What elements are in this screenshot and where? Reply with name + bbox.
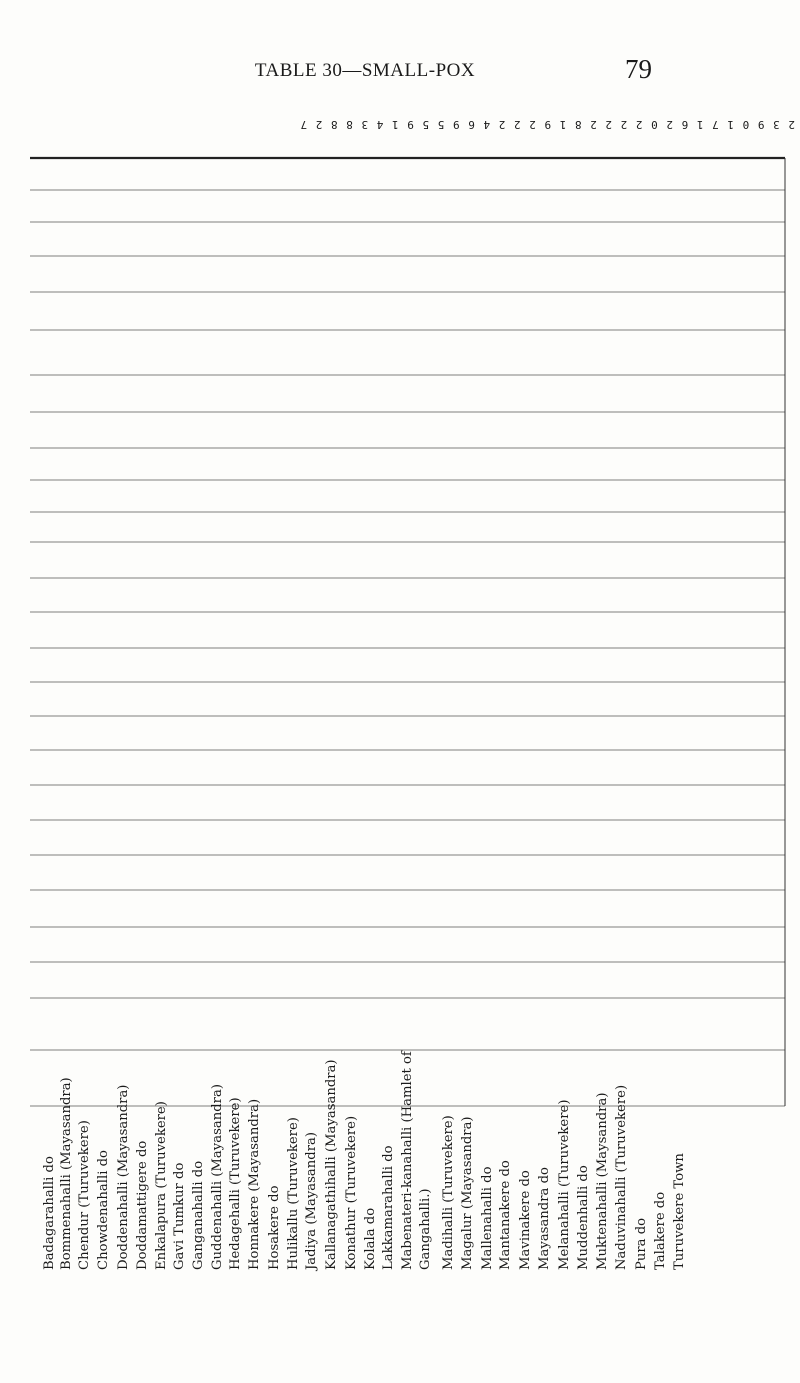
locality-label: Kolala do [363, 1207, 378, 1270]
locality-label: Magalur (Mayasandra) [460, 1116, 475, 1270]
locality-label: Mabenateri-kanahalli (Hamlet of [400, 1051, 415, 1270]
locality-label: Gavi Tumkur do [172, 1162, 187, 1270]
locality-label: Hulikallu (Turuvekere) [286, 1117, 301, 1270]
locality-label: Enkalapura (Turuvekere) [154, 1101, 169, 1270]
locality-label: Mayasandra do [537, 1167, 552, 1270]
locality-label: Mallenahalli do [480, 1166, 495, 1270]
locality-label: Mantanakere do [498, 1160, 513, 1270]
locality-label: Hedagehalli (Turuvekere) [228, 1097, 243, 1270]
locality-label: Chowdenahalli do [96, 1150, 111, 1270]
locality-label: Chendur (Turuvekere) [77, 1120, 92, 1270]
locality-label: Turuvekere Town [672, 1153, 687, 1270]
locality-label: Guddenahalli (Mayasandra) [210, 1084, 225, 1270]
locality-label: Jadiya (Mayasandra) [304, 1131, 319, 1270]
locality-label: Hosakere do [267, 1185, 282, 1270]
locality-label: Gangahalli.) [418, 1188, 433, 1270]
locality-label: Melanahalli (Turuvekere) [557, 1099, 572, 1270]
locality-label: Lakkamarahalli do [381, 1145, 396, 1270]
locality-label: Ganganahalli do [191, 1160, 206, 1270]
locality-label: Muktenahalli (Maysandra) [595, 1092, 610, 1270]
locality-label: Konathur (Turuvekere) [344, 1115, 359, 1270]
locality-label: Mavinakere do [518, 1170, 533, 1270]
column-top-numbers: 2 3 9 0 1 7 1 6 2 0 2 2 2 2 8 1 9 2 2 2 4 6 9 5 5 9 1 4 3 8 8 2 7 [299, 118, 795, 131]
locality-label: Muddenhalli do [576, 1165, 591, 1270]
locality-label: Talakere do [653, 1191, 668, 1270]
locality-label: Bommenahalli (Mayasandra) [59, 1077, 74, 1270]
locality-label: Honnakere (Mayasandra) [247, 1098, 262, 1270]
table-title: TABLE 30—SMALL-POX [254, 60, 476, 81]
locality-label: Doddamattigere do [135, 1140, 150, 1270]
locality-label: Kallanagathihalli (Mayasandra) [324, 1059, 339, 1270]
locality-label: Badagarahalli do [42, 1156, 57, 1270]
locality-label: Madihalli (Turuvekere) [441, 1115, 456, 1270]
locality-label: Naduvinahalli (Turuvekere) [614, 1084, 629, 1270]
locality-label: Pura do [634, 1217, 649, 1270]
page-number: 79 [625, 54, 652, 84]
locality-label: Doddenahalli (Mayasandra) [116, 1084, 131, 1270]
